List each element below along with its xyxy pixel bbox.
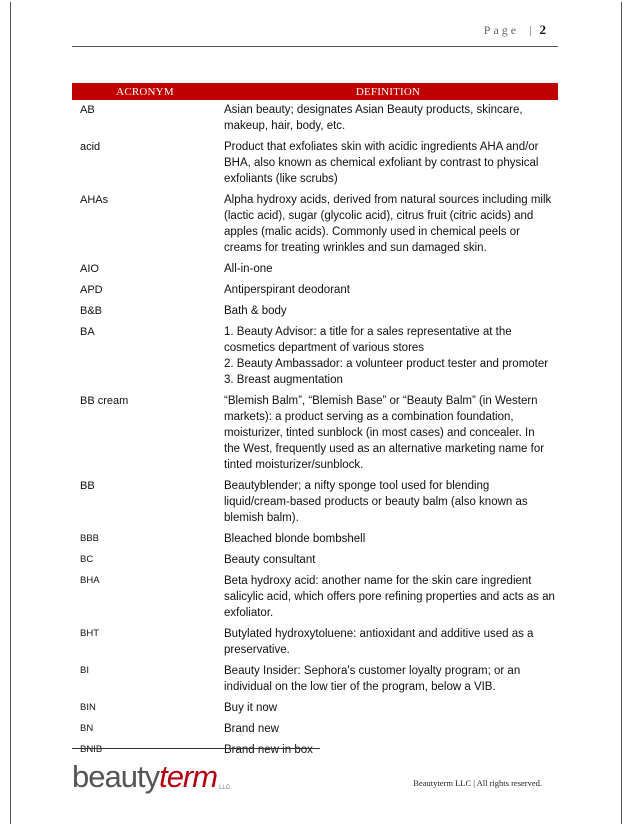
beautyterm-logo bbox=[72, 753, 230, 793]
definition-cell: Brand new bbox=[224, 723, 279, 735]
acronym-cell: BB bbox=[80, 480, 95, 492]
logo-text-accent: term bbox=[159, 759, 218, 794]
definition-cell: Bleached blonde bombshell bbox=[224, 533, 366, 545]
acronym-cell: acid bbox=[80, 141, 101, 153]
table-row bbox=[72, 661, 558, 698]
table-row bbox=[72, 137, 558, 190]
acronym-cell: B&B bbox=[80, 305, 103, 317]
table-row bbox=[72, 624, 558, 661]
table-row bbox=[72, 100, 558, 137]
table-row bbox=[72, 476, 558, 529]
definition-cell: Antiperspirant deodorant bbox=[224, 284, 350, 296]
glossary-body bbox=[72, 100, 558, 761]
acronym-cell: AB bbox=[80, 104, 95, 116]
acronym-cell: APD bbox=[80, 284, 103, 296]
definition-cell: Beta hydroxy acid: another name for the skin care ingredient salicylic acid, which offers pore refining properties and acts as an exfoliator. bbox=[224, 575, 555, 619]
page-label: Page bbox=[483, 23, 520, 37]
definition-cell: All-in-one bbox=[224, 263, 273, 275]
acronym-cell: BN bbox=[80, 723, 94, 734]
table-row bbox=[72, 698, 558, 719]
acronym-cell: BIN bbox=[80, 702, 96, 713]
acronym-cell: BB cream bbox=[80, 395, 129, 407]
header-rule bbox=[72, 46, 558, 47]
table-row bbox=[72, 571, 558, 624]
table-row bbox=[72, 280, 558, 301]
table-row bbox=[72, 301, 558, 322]
acronym-cell: BHA bbox=[80, 575, 100, 586]
definition-cell: Butylated hydroxytoluene: antioxidant and additive used as a preservative. bbox=[224, 628, 534, 656]
page-separator: | bbox=[529, 23, 532, 37]
logo-text-main: beauty bbox=[72, 759, 160, 794]
copyright-notice: Beautyterm LLC | All rights reserved. bbox=[413, 778, 542, 788]
acronym-cell: AIO bbox=[80, 263, 99, 275]
definition-cell: Bath & body bbox=[224, 305, 287, 317]
table-row bbox=[72, 550, 558, 571]
definition-cell: 1. Beauty Advisor: a title for a sales representative at the cosmetics department of various stores 2. Beauty Ambassador: a volunteer product tester and promoter 3. Breast augmentation bbox=[224, 326, 549, 386]
acronym-cell: BI bbox=[80, 665, 89, 676]
acronym-cell: BBB bbox=[80, 533, 100, 544]
glossary-table bbox=[72, 83, 558, 761]
table-row bbox=[72, 259, 558, 280]
acronym-cell: BC bbox=[80, 554, 94, 565]
table-row bbox=[72, 719, 558, 740]
table-row bbox=[72, 391, 558, 476]
page-number: 2 bbox=[539, 22, 546, 37]
definition-cell: Alpha hydroxy acids, derived from natural sources including milk (lactic acid), sugar (glycolic acid), citrus fruit (citric acids) and apples (malic acids). Commonly used in chemical peels or creams for treating wrinkles and sun damaged skin. bbox=[224, 194, 552, 254]
table-row bbox=[72, 190, 558, 259]
definition-cell: Beautyblender; a nifty sponge tool used for blending liquid/cream-based products or beauty balm (also known as blemish balm). bbox=[224, 480, 528, 524]
definition-cell: Beauty consultant bbox=[224, 554, 316, 566]
acronym-cell: BA bbox=[80, 326, 95, 338]
definition-cell: “Blemish Balm”, “Blemish Base” or “Beauty Balm” (in Western markets): a product serving as a combination foundation, moisturizer, tinted sunblock (in most cases) and concealer. In the West, frequently used as an alternative marketing name for tinted moisturizer/sunblock. bbox=[224, 395, 545, 471]
acronym-cell: AHAs bbox=[80, 194, 109, 206]
table-row bbox=[72, 529, 558, 550]
footer-rule bbox=[72, 748, 320, 749]
logo-suffix: LLC bbox=[219, 785, 231, 791]
definition-cell: Beauty Insider: Sephora's customer loyalty program; or an individual on the low tier of the program, below a VIB. bbox=[224, 665, 521, 693]
acronym-cell: BNIB bbox=[80, 744, 103, 755]
table-header-row bbox=[72, 83, 558, 100]
definition-cell: Buy it now bbox=[224, 702, 278, 714]
acronym-cell: BHT bbox=[80, 628, 99, 639]
table-row bbox=[72, 322, 558, 391]
definition-column-header: DEFINITION bbox=[218, 83, 558, 100]
definition-cell: Product that exfoliates skin with acidic ingredients AHA and/or BHA, also known as chemical exfoliant by contrast to physical exfoliants (like scrubs) bbox=[224, 141, 539, 185]
definition-cell: Brand new in box bbox=[224, 744, 313, 756]
acronym-column-header: ACRONYM bbox=[72, 83, 218, 100]
definition-cell: Asian beauty; designates Asian Beauty products, skincare, makeup, hair, body, etc. bbox=[224, 104, 523, 132]
page-header bbox=[484, 22, 546, 38]
